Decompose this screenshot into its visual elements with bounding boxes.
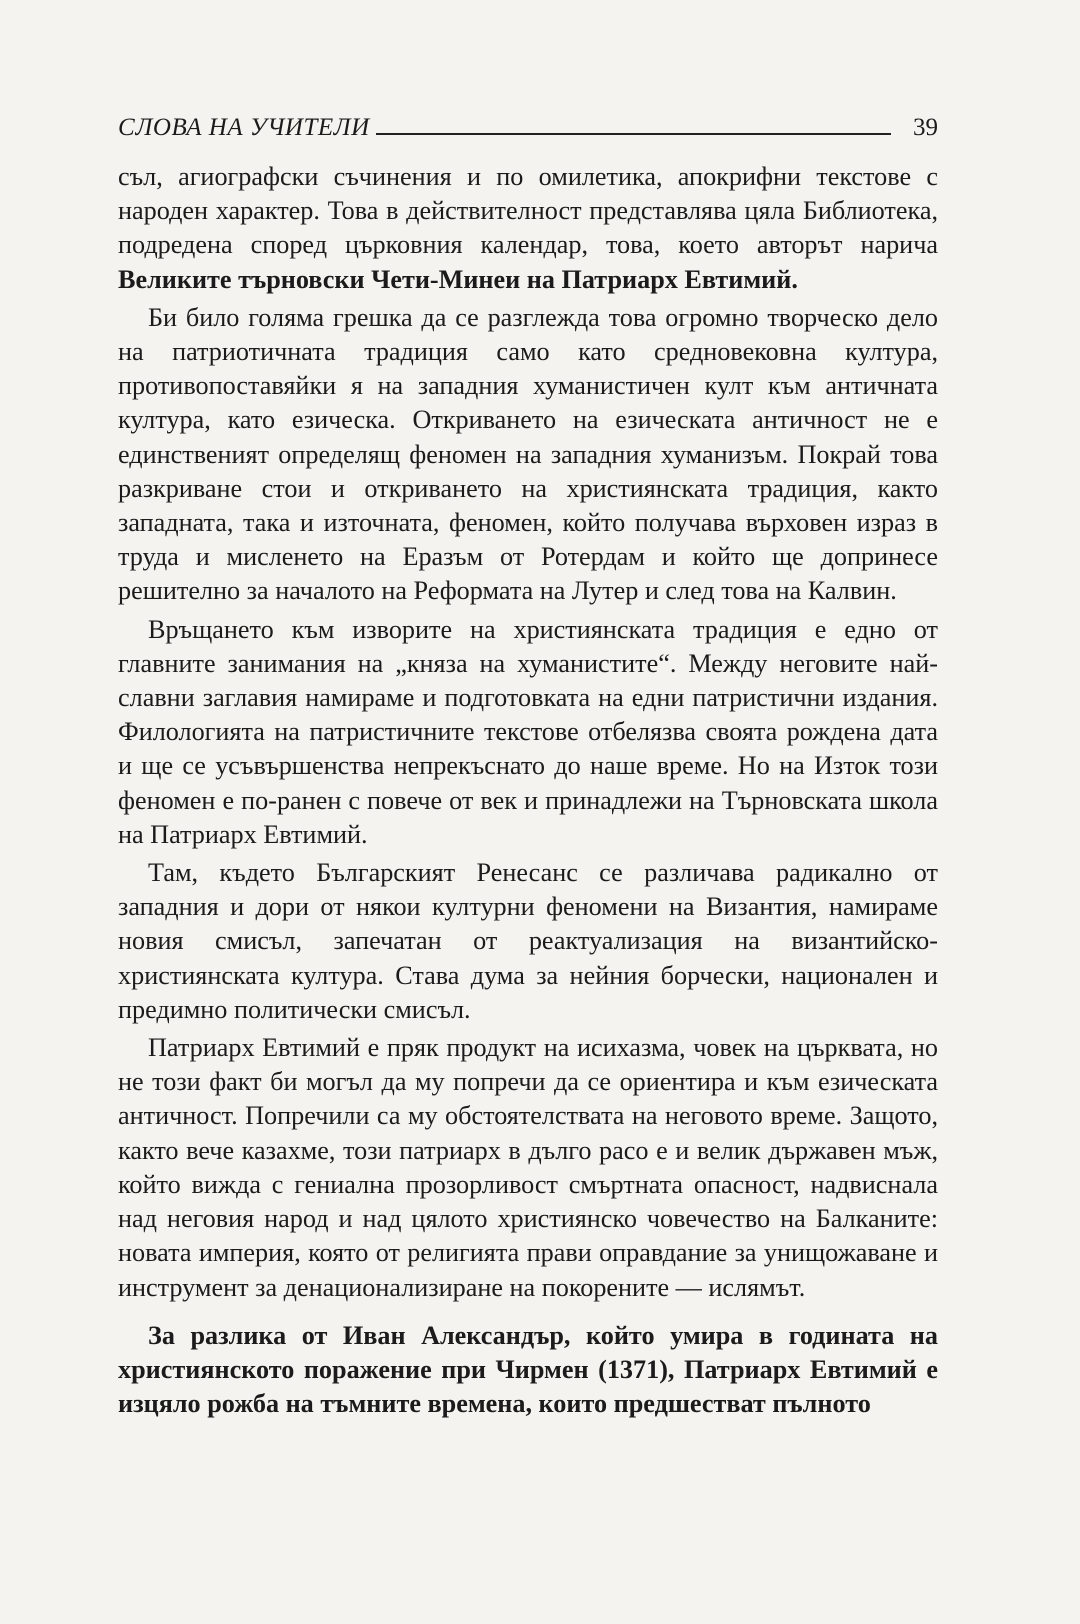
header-rule [376, 133, 891, 135]
paragraph-6: За разлика от Иван Александър, който умира в годината на християнското поражение при Чирмен (1371), Патриарх Евтимий е изцяло рожба на тъмните времена, които предшестват пълното [118, 1320, 938, 1419]
paragraph-1-text: съл, агиографски съчинения и по омилетика, апокрифни текстове с народен характер. Това в действителност представлява цяла Библиотека, подредена според църковния календар, това, което авторът нарича [118, 162, 938, 260]
paragraph-5: Патриарх Евтимий е пряк продукт на исихазма, човек на църквата, но не този факт би могъл да му попречи да се ориентира и към езическата античност. Попречили са му обстоятелствата на неговото време. Защото, както вече казахме, този патриарх в дълго расо е и велик държавен мъж, който вижда с гениална прозорливост смъртната опасност, надвиснала над неговия народ и над цялото християнско човечество на Балканите: новата империя, която от религията прави оправдание за унищожаване и инструмент за денационализиране на покорените — ислямът. [118, 1033, 938, 1302]
page-number: 39 [913, 114, 938, 141]
paragraph-1-bold: Великите търновски Чети-Минеи на Патриарх Евтимий. [118, 264, 798, 294]
paragraph-1 [118, 160, 938, 297]
paragraph-4: Там, където Българският Ренесанс се различава радикално от западния и дори от някои културни феномени на Византия, намираме новия смисъл, запечатан от реактуализация на византийско-християнската култура. Става дума за нейния борчески, национален и предимно политически смисъл. [118, 858, 938, 1024]
body-text [118, 160, 938, 1421]
paragraph-3: Връщането към изворите на християнската традиция е едно от главните занимания на „княза на хуманистите“. Между неговите най-славни заглавия намираме и подготовката на едни патристични издания. Филологията на патристичните текстове отбелязва своята рождена дата и ще се усъвършенства непрекъснато до наше време. Но на Изток този феномен е по-ранен с повече от век и принадлежи на Търновската школа на Патриарх Евтимий. [118, 614, 938, 849]
running-header [118, 106, 938, 142]
paragraph-2: Би било голяма грешка да се разглежда това огромно творческо дело на патриотичната традиция само като средновековна култура, противопоставяйки я на западния хуманистичен култ към античната култура, като езическа. Откриването на езическата античност не е единственият определящ феномен на западния хуманизъм. Покрай това разкриване стои и откриването на християнската традиция, както западната, така и източната, феномен, който получава върховен израз в труда и мисленето на Еразъм от Ротердам и който ще допринесе решително за началото на Реформата на Лутер и след това на Калвин. [118, 302, 938, 606]
running-title: СЛОВА НА УЧИТЕЛИ [118, 114, 370, 141]
